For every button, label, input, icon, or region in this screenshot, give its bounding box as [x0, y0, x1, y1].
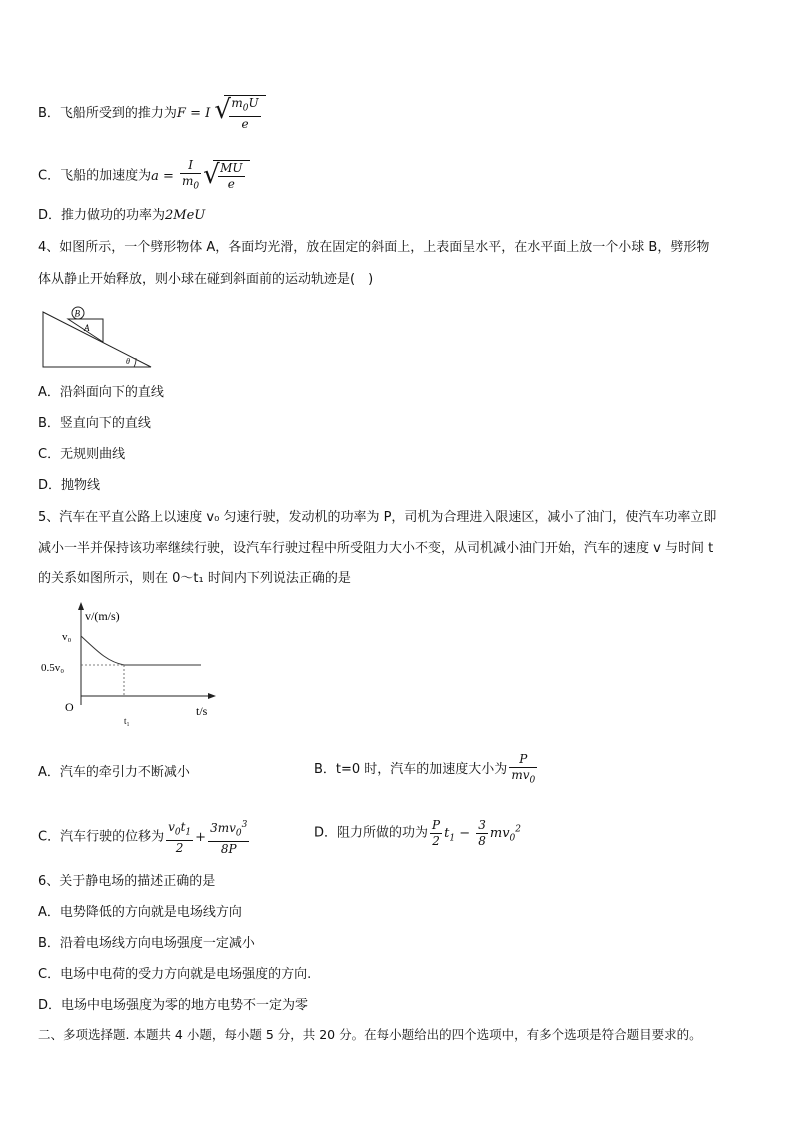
- q5-option-a: A．汽车的牵引力不断减小: [38, 765, 190, 780]
- y-axis-arrow: [78, 602, 84, 610]
- q6-stem: 6、关于静电场的描述正确的是: [38, 874, 216, 889]
- label-a: A: [84, 323, 90, 333]
- q3-option-d-text: D．推力做功的功率为: [38, 208, 166, 223]
- q3-option-d: [38, 207, 205, 225]
- q5-option-d-text: D．阻力所做的功为: [314, 825, 429, 841]
- q5-vt-graph: [38, 598, 228, 733]
- q5-option-c: [38, 818, 251, 857]
- q5-option-b-formula: $\frac{P}{mv_0}$: [511, 752, 536, 786]
- x-axis-label: t/s: [196, 704, 208, 718]
- q5-option-d-formula: $\frac{P}{2}$ $t_1$ − $\frac{3}{8}$ $mv_0^2$: [432, 818, 522, 848]
- q6-option-c: C．电场中电荷的受力方向就是电场强度的方向.: [38, 967, 312, 982]
- q3-option-d-formula: 2MeU: [165, 208, 206, 223]
- half-v0-label: 0.5v₀: [41, 662, 65, 674]
- q3-option-b-formula: F = I √ $\frac{m_0U}{e}$: [177, 106, 266, 121]
- q5-stem-line2: 减小一半并保持该功率继续行驶，设汽车行驶过程中所受阻力大小不变，从司机减小油门开始，汽车的速度 v 与时间 t: [38, 541, 714, 556]
- q6-option-a: A．电势降低的方向就是电场线方向: [38, 905, 242, 920]
- section2-heading: 二、多项选择题. 本题共 4 小题，每小题 5 分，共 20 分。在每小题给出的四个选项中，有多个选项是符合题目要求的。: [38, 1027, 702, 1042]
- origin-label: O: [65, 700, 74, 714]
- y-axis-label: v/(m/s): [85, 609, 120, 623]
- q3-option-c: [38, 158, 250, 194]
- q5-option-b: [314, 752, 539, 788]
- x-axis-arrow: [208, 693, 216, 699]
- q6-option-b: B．沿着电场线方向电场强度一定减小: [38, 936, 255, 951]
- q5-option-b-text: B．t=0 时，汽车的加速度大小为: [314, 762, 508, 778]
- q3-option-b-text: B．飞船所受到的推力为: [38, 106, 177, 122]
- q5-stem-line3: 的关系如图所示，则在 0～t₁ 时间内下列说法正确的是: [38, 571, 351, 586]
- label-b: B: [74, 308, 80, 319]
- q3-option-c-text: C．飞船的加速度为: [38, 168, 152, 184]
- q3-option-c-formula: a = $\frac{I}{m_0}$ √ $\frac{MU}{e}$: [151, 169, 249, 184]
- q5-stem-line1: 5、汽车在平直公路上以速度 v₀ 匀速行驶，发动机的功率为 P，司机为合理进入限速区，减小了油门，使汽车功率立即: [38, 510, 717, 525]
- v-curve: [81, 636, 124, 665]
- q6-option-d: D．电场中电场强度为零的地方电势不一定为零: [38, 998, 309, 1013]
- q5-option-c-text: C．汽车行驶的位移为: [38, 829, 165, 845]
- label-theta: θ: [126, 357, 130, 366]
- q4-option-a: A．沿斜面向下的直线: [38, 385, 164, 400]
- v0-label: v₀: [62, 631, 72, 643]
- q4-stem-line2: 体从静止开始释放，则小球在碰到斜面前的运动轨迹是( ): [38, 272, 374, 287]
- incline-triangle: [43, 312, 151, 367]
- q4-option-c: C．无规则曲线: [38, 447, 126, 462]
- q3-option-b: [38, 95, 266, 132]
- q4-incline-figure: [38, 300, 156, 372]
- q4-option-d: D．抛物线: [38, 478, 101, 493]
- q4-stem-line1: 4、如图所示，一个劈形物体 A，各面均光滑，放在固定的斜面上，上表面呈水平，在水平面上放一个小球 B，劈形物: [38, 240, 710, 255]
- t1-label: t₁: [124, 716, 130, 726]
- q5-option-d: [314, 818, 521, 849]
- q5-option-c-formula: $\frac{v_0t_1}{2}$ + $\frac{3mv_0^3}{8P}$: [168, 819, 248, 857]
- q4-option-b: B．竖直向下的直线: [38, 416, 151, 431]
